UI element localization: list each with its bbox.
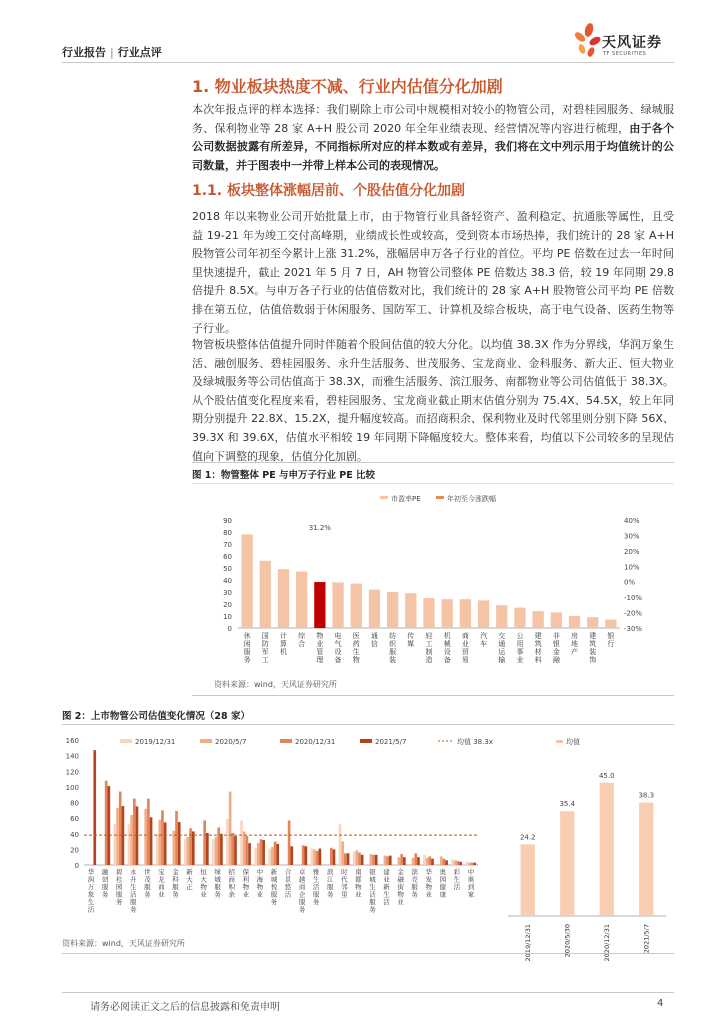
side-legend-swatch: [556, 740, 563, 743]
bar-碧桂园服务-2020/5/7: [116, 808, 119, 865]
x-label: 建业新生活: [383, 868, 390, 906]
side-bar-2020/5/30: [560, 811, 574, 916]
x-label: 商业贸易: [461, 632, 469, 664]
bar-南都物业-2020/5/7: [355, 850, 358, 865]
bar-招商积余-2020/12/31: [231, 833, 234, 865]
legend-swatch-2020/12/31: [280, 739, 292, 743]
bar-非银金融: [551, 612, 562, 628]
x-label: 物业管理: [316, 632, 324, 664]
x-label: 宝龙商业: [158, 868, 165, 899]
bar-彩生活-2020/12/31: [457, 861, 460, 865]
y-tick: 60: [70, 815, 79, 824]
bar-建业新生活-2020/5/7: [384, 856, 387, 865]
x-label: 建筑装饰: [589, 632, 597, 664]
section-1-title: 1. 物业板块热度不减、行业内估值分化加剧: [192, 77, 503, 96]
bar-中奥到家-2020/12/31: [471, 863, 474, 865]
bar-金科服务-2020/5/7: [173, 831, 176, 865]
x-label: 医药生物: [352, 632, 360, 664]
bar-中奥到家-2019/12/31: [465, 862, 468, 865]
figure2-caption-rule: [62, 724, 674, 725]
y-tick-left: 80: [223, 529, 232, 537]
figure1-bottom-rule: [192, 695, 674, 696]
bar-医药生物: [351, 584, 362, 628]
x-label: 融创服务: [101, 868, 109, 899]
x-label: 保利物业: [242, 868, 250, 899]
x-label: 公用事业: [516, 632, 524, 664]
y-tick-left: 0: [227, 625, 232, 633]
report-type: 行业报告: [62, 46, 106, 59]
bar-绿城服务-2021/5/7: [220, 834, 223, 865]
bar-华发物业-2019/12/31: [423, 855, 426, 865]
bar-合景悠活-2020/12/31: [288, 820, 291, 865]
bar-新大正-2019/12/31: [184, 839, 187, 865]
side-bar-2020/12/31: [600, 783, 614, 916]
logo-english: TF SECURITIES: [603, 51, 647, 57]
x-label: 雅生活服务: [312, 868, 320, 906]
figure2-source: 资料来源：wind，天风证券研究所: [62, 939, 185, 948]
x-label: 新大正: [186, 868, 193, 891]
bar-通信: [369, 590, 380, 628]
bar-卓越商企服务-2021/5/7: [304, 846, 307, 865]
bar-奥园健康-2020/12/31: [443, 859, 446, 865]
bar-奥园健康-2020/5/7: [440, 856, 443, 865]
x-label: 机械设备: [443, 632, 451, 664]
bar-宝龙商业-2020/12/31: [161, 810, 164, 865]
bar-招商积余-2020/5/7: [229, 792, 232, 865]
y-tick: 100: [65, 783, 79, 792]
bar-新城悦服务-2019/12/31: [268, 849, 271, 865]
side-data-label: 38.3: [638, 791, 655, 800]
bar-卓越商企服务-2020/12/31: [302, 845, 305, 865]
y-tick: 160: [65, 737, 79, 745]
bar-轻工制造: [423, 598, 434, 628]
bar-融创服务-2020/12/31: [105, 781, 108, 865]
bar-物业管理: [314, 582, 325, 628]
intro-paragraph: [192, 101, 674, 175]
bar-保利物业-2021/5/7: [248, 843, 251, 865]
figure1-caption: 图 1：物管整体 PE 与申万子行业 PE 比较: [192, 470, 376, 481]
x-label: 华发物业: [425, 868, 432, 899]
bar-南都物业-2021/5/7: [361, 855, 364, 865]
y-tick: 140: [65, 752, 79, 761]
y-tick-right: 10%: [624, 563, 640, 572]
x-label: 卓越商企服务: [298, 868, 306, 914]
header-divider: [62, 62, 674, 63]
x-label: 房地产: [571, 632, 579, 656]
footer-disclaimer[interactable]: 请务必阅读正文之后的信息披露和免责申明: [90, 1002, 280, 1013]
x-label: 银行: [607, 632, 615, 648]
side-data-label: 35.4: [559, 800, 576, 809]
bar-招商积余-2021/5/7: [234, 836, 237, 865]
figure1-top-rule: [192, 462, 674, 463]
legend-swatch-2021/5/7: [360, 739, 372, 743]
bar-保利物业-2020/5/7: [243, 831, 246, 865]
bar-雅生活服务-2021/5/7: [319, 849, 322, 865]
bar-休闲服务: [241, 534, 252, 628]
logo-mark-icon: [572, 22, 602, 62]
section-1-1-title: 1.1. 板块整体涨幅居前、个股估值分化加剧: [192, 183, 465, 199]
x-label: 绿城服务: [214, 868, 221, 899]
side-bar-2021/5/7: [639, 803, 653, 916]
bar-金科服务-2021/5/7: [178, 822, 181, 865]
x-label: 轻工制造: [425, 632, 433, 664]
x-label: 碧桂园服务: [115, 868, 123, 906]
report-subtype: 行业点评: [117, 46, 162, 59]
x-label: 金融街物业: [397, 868, 404, 906]
y-tick-right: -30%: [624, 625, 643, 633]
x-label: 时代邻里: [341, 868, 348, 899]
bar-银城生活服务-2021/5/7: [375, 855, 378, 865]
bar-公用事业: [514, 608, 525, 628]
x-label: 永升生活服务: [130, 868, 137, 914]
bar-滨亮服务-2020/5/7: [412, 858, 415, 865]
bar-融创服务-2021/5/7: [107, 786, 110, 865]
bar-宝龙商业-2020/5/7: [158, 820, 161, 865]
side-data-label: 45.0: [598, 771, 615, 780]
header-separator: |: [110, 46, 114, 59]
side-x-label: 2020/12/31: [602, 924, 611, 962]
x-label: 新城悦服务: [270, 868, 278, 906]
bar-雅生活服务-2020/12/31: [316, 851, 319, 865]
side-bar-2019/12/31: [521, 844, 535, 916]
bar-时代邻里-2020/12/31: [344, 853, 347, 865]
x-label: 合景悠活: [284, 868, 292, 899]
bar-电气设备: [332, 582, 343, 628]
x-label: 世茂服务: [144, 868, 151, 899]
intro-bold-text: 由于各个公司数据披露有所差异，不同指标所对应的样本数或有差异，我们将在文中列示用于均值统计的公司数量，并于图表中一并带上样本公司的表现情况。: [192, 121, 675, 172]
side-x-label: 2020/5/30: [563, 924, 572, 958]
bar-宝龙商业-2021/5/7: [164, 822, 167, 865]
bar-招商积余-2019/12/31: [226, 819, 229, 865]
bar-金融街物业-2020/5/7: [398, 857, 401, 865]
bar-华发物业-2021/5/7: [431, 859, 434, 865]
y-tick-left: 50: [223, 565, 232, 573]
bar-世茂服务-2020/5/7: [144, 809, 147, 865]
bar-华发物业-2020/5/7: [426, 858, 429, 865]
bar-保利物业-2020/12/31: [246, 836, 249, 865]
bar-银城生活服务-2020/12/31: [372, 855, 375, 865]
bar-国防军工: [260, 561, 271, 628]
bar-碧桂园服务-2020/12/31: [119, 792, 122, 865]
logo-name: 天风证券: [602, 35, 662, 51]
bar-滨江服务-2020/12/31: [330, 848, 333, 865]
bar-保利物业-2019/12/31: [240, 820, 243, 865]
figure2-chart: [58, 728, 493, 928]
x-label: 金科服务: [172, 868, 179, 899]
x-label: 银城生活服务: [369, 868, 376, 914]
bar-新城悦服务-2020/12/31: [274, 842, 277, 865]
bar-传媒: [405, 593, 416, 628]
bar-永升生活服务-2020/5/7: [130, 815, 133, 865]
figure2-caption: 图 2：上市物管公司估值变化情况（28 家）: [62, 711, 250, 722]
bar-新城悦服务-2021/5/7: [276, 844, 279, 865]
legend-swatch-pe: [380, 496, 388, 499]
bar-综合: [296, 572, 307, 628]
y-tick-right: -20%: [624, 609, 643, 618]
x-label: 建筑材料: [534, 632, 542, 664]
x-label: 传媒: [407, 632, 415, 648]
bar-恒大物业-2021/5/7: [206, 833, 209, 865]
bar-绿城服务-2019/12/31: [212, 839, 215, 865]
legend-average: 均值 38.3x: [457, 738, 493, 746]
x-label: 休闲服务: [243, 632, 251, 664]
bar-新大正-2020/12/31: [189, 828, 192, 865]
bar-滨亮服务-2020/12/31: [414, 853, 417, 865]
x-label: 通信: [370, 632, 378, 648]
bar-中奥到家-2021/5/7: [473, 863, 476, 865]
legend-pe: 市盈率PE: [391, 495, 421, 503]
bar-中奥到家-2020/5/7: [468, 863, 471, 865]
y-tick-left: 60: [223, 553, 232, 561]
x-label: 非银金融: [552, 632, 560, 664]
bar-永升生活服务-2019/12/31: [128, 824, 131, 865]
legend-2020/12/31: 2020/12/31: [295, 738, 336, 746]
bar-碧桂园服务-2019/12/31: [114, 824, 117, 865]
bar-永升生活服务-2021/5/7: [136, 806, 139, 865]
legend-change: 年初至今涨跌幅: [447, 495, 496, 503]
bar-新城悦服务-2020/5/7: [271, 847, 274, 865]
annotation-label: 31.2%: [308, 524, 331, 533]
bar-银城生活服务-2020/5/7: [370, 854, 373, 865]
bar-奥园健康-2021/5/7: [445, 860, 448, 865]
legend-2020/5/7: 2020/5/7: [215, 738, 247, 746]
x-label: 汽车: [480, 632, 488, 648]
x-label: 彩生活: [453, 868, 461, 891]
bar-彩生活-2020/5/7: [454, 860, 457, 865]
bar-建筑材料: [533, 611, 544, 628]
legend-2019/12/31: 2019/12/31: [135, 738, 176, 746]
x-label: 国防军工: [261, 632, 269, 664]
figure2-bottom-rule: [62, 953, 674, 954]
figure1-chart: [192, 488, 674, 670]
figure2-side-chart: [494, 728, 674, 962]
intro-text: 本次年报点评的样本选择：我们剔除上市公司中规模相对较小的物管公司，对碧桂园服务、绿城服务、保利物业等 28 家 A+H 股公司 2020 年全年业绩表现、经营情况等内容进行梳理，: [192, 103, 674, 135]
paragraph-1: 2018 年以来物业公司开始批量上市，由于物管行业具备轻资产、盈利稳定、抗通胀等属性，且受益 19-21 年为竣工交付高峰期，业绩成长性或较高，受到资本市场热捧，我们统计的 28 家 A+H 股物管公司年初至今累计上涨 31.2%，涨幅居申万各子行业的首位。平均 PE 倍数在过去一年时间里快速提升，截止 2021 年 5 月 7 日，AH 物管公司整体 PE 倍数达 38.3 倍，较 19 年同期 29.8 倍提升 8.5X。与申万各子行业的估值倍数对比，我们统计的 28 家 A+H 股物管公司平均 PE 倍数排在第五位，估值倍数弱于休闲服务、国防军工、计算机及综合板块，高于电气设备、医药生物等子行业。: [192, 210, 674, 335]
side-x-label: 2019/12/31: [523, 924, 532, 962]
bar-中海物业-2021/5/7: [262, 840, 265, 865]
bar-滨江服务-2021/5/7: [333, 849, 336, 865]
x-label: 纺织服装: [389, 632, 397, 664]
y-tick-left: 10: [223, 613, 232, 621]
bar-南都物业-2019/12/31: [353, 852, 356, 865]
bar-金科服务-2020/12/31: [175, 811, 178, 865]
bar-时代邻里-2020/5/7: [341, 842, 344, 865]
side-legend: 均值: [566, 738, 580, 746]
bar-绿城服务-2020/5/7: [215, 837, 218, 865]
x-label: 滨亮服务: [411, 868, 418, 899]
footer-divider: [62, 992, 674, 993]
y-tick-left: 70: [223, 541, 232, 549]
bar-彩生活-2019/12/31: [451, 860, 454, 865]
bar-商业贸易: [460, 599, 471, 628]
bar-建业新生活-2020/12/31: [386, 856, 389, 865]
bar-雅生活服务-2019/12/31: [311, 849, 314, 865]
x-label: 滨江服务: [327, 868, 334, 899]
y-tick: 0: [74, 862, 79, 870]
figure1-caption-rule: [192, 483, 674, 484]
y-tick-left: 40: [223, 577, 232, 585]
bar-新大正-2021/5/7: [192, 831, 195, 865]
y-tick-left: 20: [223, 601, 232, 609]
figure1-source: 资料来源：wind，天风证券研究所: [214, 680, 337, 689]
y-tick: 40: [70, 830, 79, 839]
bar-彩生活-2021/5/7: [459, 862, 462, 865]
x-label: 交通运输: [498, 632, 506, 664]
x-label: 南都物业: [355, 868, 362, 899]
bar-世茂服务-2020/12/31: [147, 799, 150, 865]
x-label: 中海物业: [256, 868, 264, 899]
paragraph-2: 物管板块整体估值提升同时伴随着个股间估值的较大分化。以均值 38.3X 作为分界线，华润万象生活、融创服务、碧桂园服务、永升生活服务、世茂服务、宝龙商业、金科服务、新大正、恒大物业及绿城服务等公司估值高于 38.3X，而雅生活服务、滨江服务、南都物业等公司估值低于 38.3X。从个股估值变化程度来看，碧桂园服务、宝龙商业截止期末估值分别为 75.4X、54.5X，较上年同期分别提升 22.8X、15.2X，提升幅度较高。而招商积余、保利物业及时代邻里则分别下降 56X、39.3X 和 39.6X，估值水平相较 19 年同期下降幅度较大。整体来看，均值以下公司较多的呈现估值向下调整的现象，估值分化加剧。: [192, 338, 674, 463]
x-label: 综合: [298, 632, 306, 648]
bar-新大正-2020/5/7: [187, 837, 190, 865]
bar-中海物业-2020/5/7: [257, 843, 260, 865]
bar-滨亮服务-2021/5/7: [417, 857, 420, 865]
bar-绿城服务-2020/12/31: [217, 828, 220, 866]
bar-中海物业-2020/12/31: [260, 839, 263, 865]
bar-金融街物业-2020/12/31: [400, 854, 403, 865]
bar-交通运输: [496, 605, 507, 628]
page-number: 4: [657, 998, 664, 1009]
legend-2021/5/7: 2021/5/7: [375, 738, 407, 746]
bar-宝龙商业-2019/12/31: [156, 834, 159, 865]
bar-时代邻里-2021/5/7: [347, 853, 350, 865]
bar-华发物业-2020/12/31: [428, 856, 431, 865]
bar-金融街物业-2021/5/7: [403, 857, 406, 865]
bar-机械设备: [442, 599, 453, 628]
y-tick-right: -10%: [624, 594, 643, 603]
bar-汽车: [478, 600, 489, 628]
y-tick-right: 20%: [624, 547, 640, 556]
y-tick-right: 0%: [624, 578, 636, 587]
bar-华润万象生活-2021/5/7: [93, 750, 96, 865]
side-data-label: 24.2: [519, 833, 536, 842]
bar-南都物业-2020/12/31: [358, 853, 361, 866]
bar-世茂服务-2021/5/7: [150, 817, 153, 865]
x-label: 恒大物业: [200, 868, 207, 899]
bar-时代邻里-2019/12/31: [339, 824, 342, 865]
x-label: 招商积余: [228, 868, 235, 899]
bar-计算机: [278, 569, 289, 628]
y-tick-right: 40%: [624, 517, 640, 525]
bar-中海物业-2019/12/31: [254, 848, 257, 865]
bar-房地产: [569, 616, 580, 628]
bar-纺织服装: [387, 592, 398, 628]
bar-永升生活服务-2020/12/31: [133, 799, 136, 865]
bar-雅生活服务-2020/5/7: [313, 849, 316, 865]
bar-银行: [605, 620, 616, 628]
y-tick: 120: [65, 768, 79, 777]
y-tick: 20: [70, 846, 79, 855]
x-label: 奥园健康: [439, 868, 447, 899]
legend-swatch-2020/5/7: [200, 739, 212, 743]
legend-swatch-2019/12/31: [120, 739, 132, 743]
bar-恒大物业-2020/12/31: [203, 820, 206, 865]
bar-合景悠活-2021/5/7: [290, 846, 293, 865]
bar-建业新生活-2021/5/7: [389, 856, 392, 865]
y-tick-right: 30%: [624, 532, 640, 541]
bar-建筑装饰: [587, 617, 598, 628]
report-header: [62, 44, 162, 60]
x-label: 中奥到家: [467, 868, 475, 899]
legend-swatch-change: [436, 496, 444, 499]
y-tick-left: 90: [223, 517, 232, 525]
side-x-label: 2021/5/7: [642, 924, 651, 954]
y-tick-left: 30: [223, 589, 232, 597]
x-label: 华润万象生活: [87, 868, 95, 914]
y-tick: 80: [70, 799, 79, 808]
x-label: 电气设备: [334, 632, 342, 664]
x-label: 计算机: [279, 632, 287, 656]
